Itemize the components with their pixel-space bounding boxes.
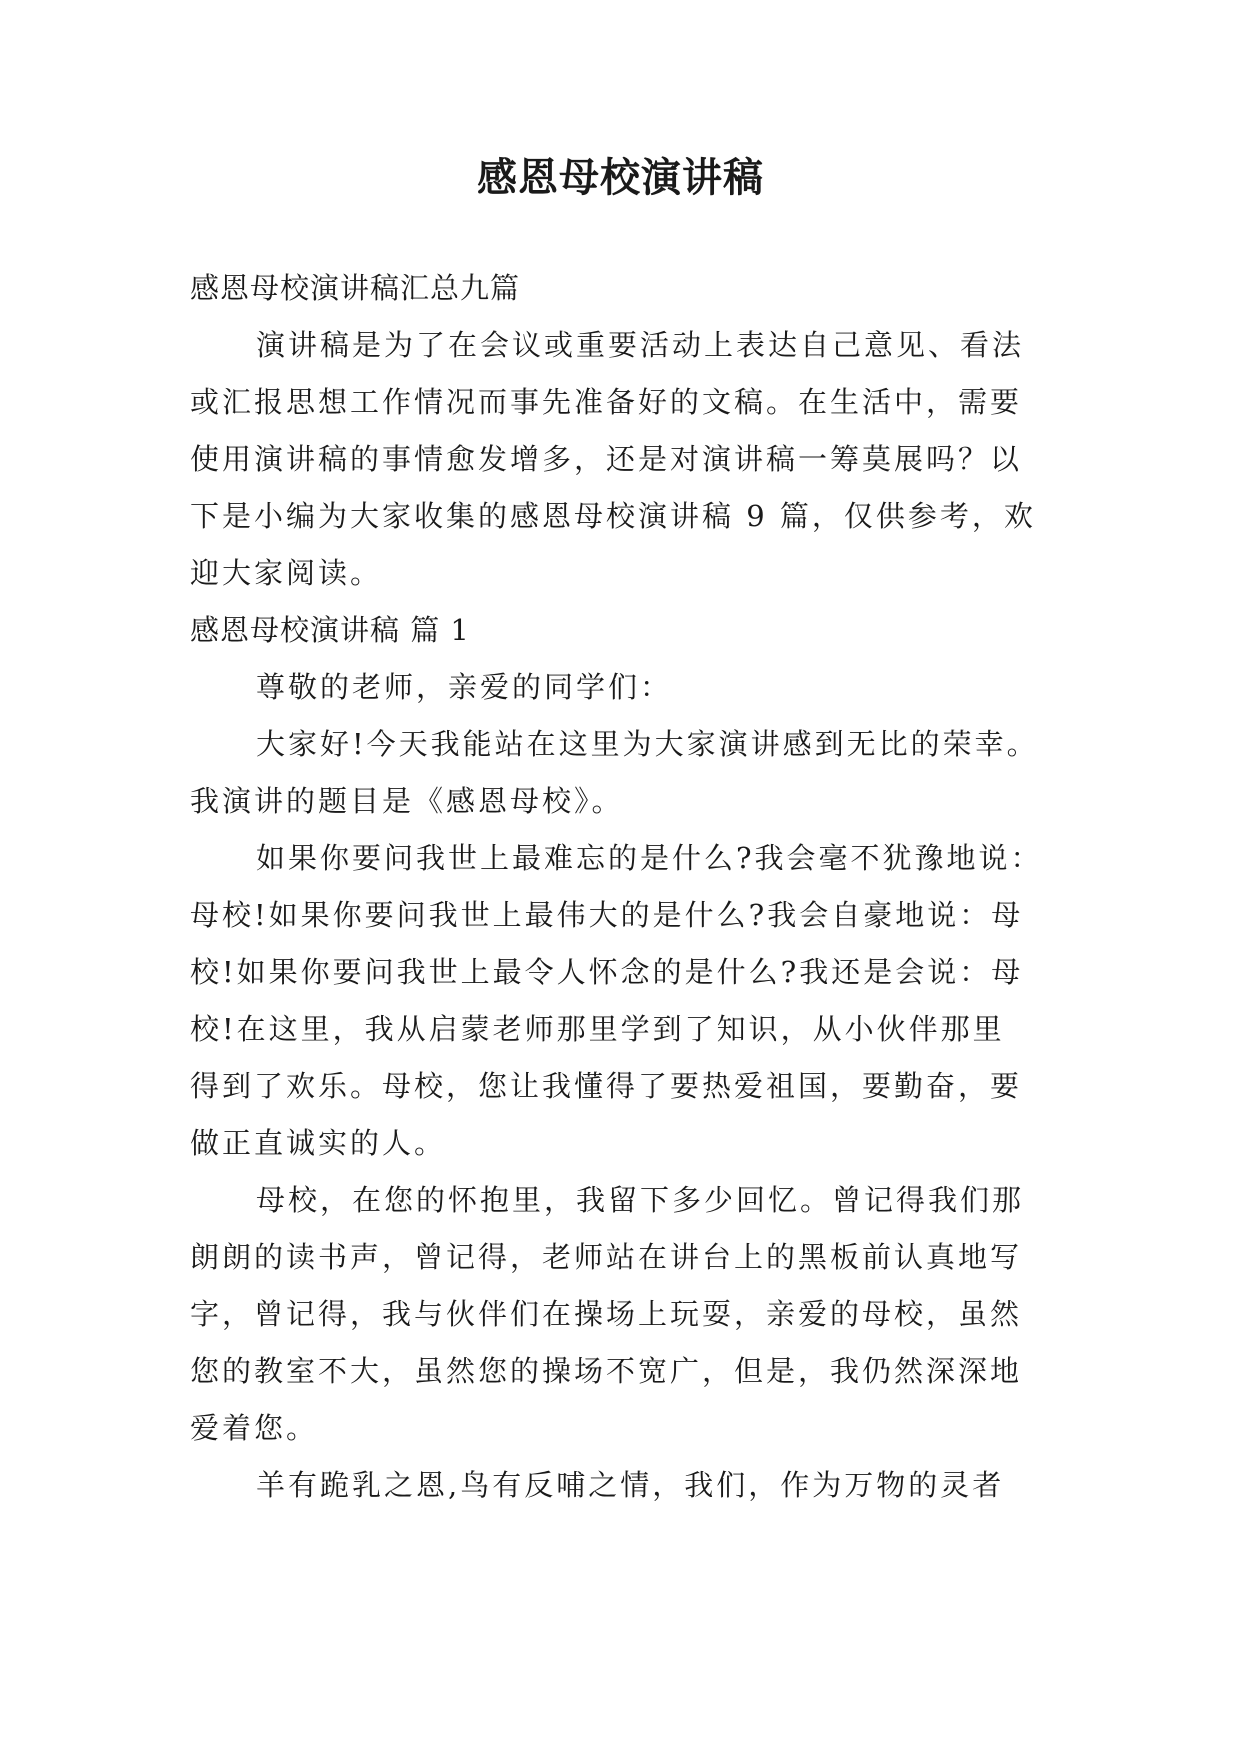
paragraph-line: 下是小编为大家收集的感恩母校演讲稿 9 篇，仅供参考，欢 xyxy=(190,499,1036,533)
paragraph-line: 校!在这里，我从启蒙老师那里学到了知识，从小伙伴那里 xyxy=(190,1012,1005,1046)
paragraph-line: 校!如果你要问我世上最令人怀念的是什么?我还是会说：母 xyxy=(190,955,1024,989)
paragraph-line: 爱着您。 xyxy=(190,1411,319,1445)
paragraph-line: 做正直诚实的人。 xyxy=(190,1126,447,1160)
paragraph-line: 母校!如果你要问我世上最伟大的是什么?我会自豪地说：母 xyxy=(190,898,1024,932)
document-body xyxy=(190,260,1050,1514)
document-title: 感恩母校演讲稿 xyxy=(477,155,764,201)
paragraph-line: 演讲稿是为了在会议或重要活动上表达自己意见、看法 xyxy=(256,328,1025,362)
paragraph-line: 迎大家阅读。 xyxy=(190,556,383,590)
paragraph-line: 字，曾记得，我与伙伴们在操场上玩耍，亲爱的母校，虽然 xyxy=(190,1297,1023,1331)
paragraph-line: 或汇报思想工作情况而事先准备好的文稿。在生活中，需要 xyxy=(190,385,1023,419)
paragraph-line: 尊敬的老师，亲爱的同学们： xyxy=(256,670,673,704)
paragraph-line: 羊有跪乳之恩,鸟有反哺之情，我们，作为万物的灵者 xyxy=(256,1468,1005,1502)
paragraph-line: 使用演讲稿的事情愈发增多，还是对演讲稿一筹莫展吗？以 xyxy=(190,442,1023,476)
paragraph-line: 您的教室不大，虽然您的操场不宽广，但是，我仍然深深地 xyxy=(190,1354,1023,1388)
paragraph-line: 如果你要问我世上最难忘的是什么?我会毫不犹豫地说： xyxy=(256,841,1043,875)
paragraph-line: 得到了欢乐。母校，您让我懂得了要热爱祖国，要勤奋，要 xyxy=(190,1069,1023,1103)
paragraph-line: 朗朗的读书声，曾记得，老师站在讲台上的黑板前认真地写 xyxy=(190,1240,1023,1274)
section-heading: 感恩母校演讲稿 篇 1 xyxy=(190,613,470,647)
section-heading: 感恩母校演讲稿汇总九篇 xyxy=(190,271,521,305)
paragraph-line: 大家好!今天我能站在这里为大家演讲感到无比的荣幸。 xyxy=(256,727,1039,761)
paragraph-line: 母校，在您的怀抱里，我留下多少回忆。曾记得我们那 xyxy=(256,1183,1025,1217)
paragraph-line: 我演讲的题目是《感恩母校》。 xyxy=(190,784,624,818)
